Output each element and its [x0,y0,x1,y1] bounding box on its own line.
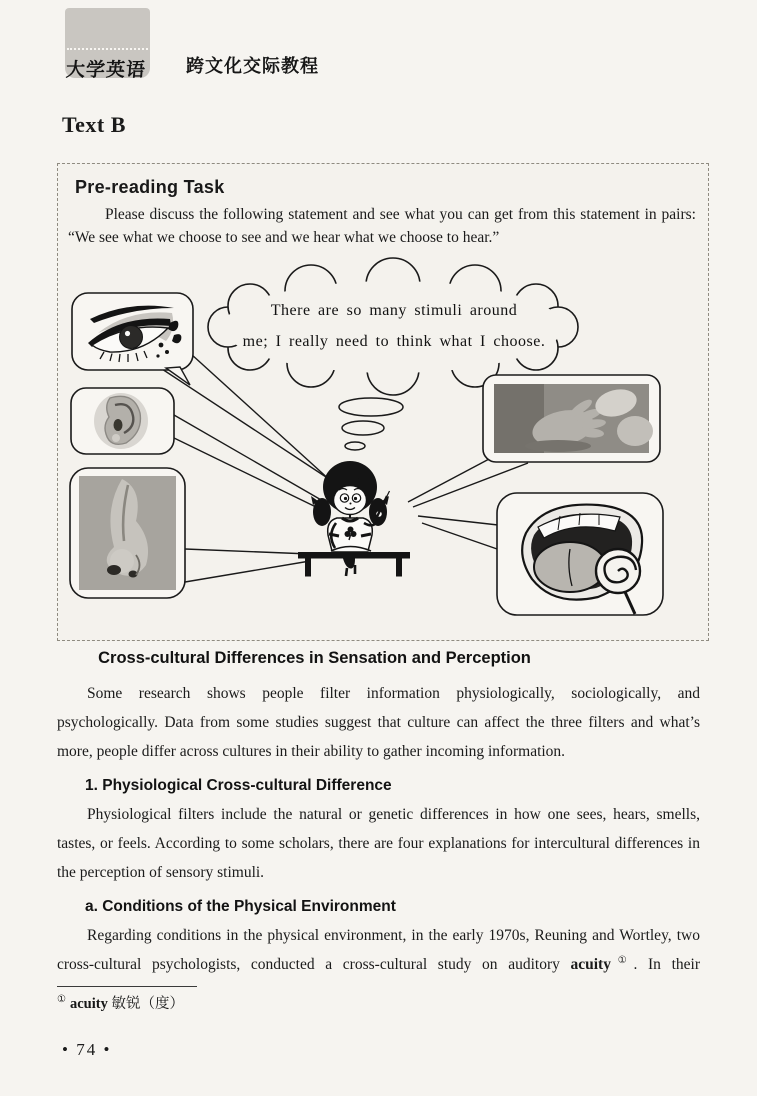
eye-image-bubble [72,293,193,385]
thought-trail-bubbles [339,398,403,450]
paragraph-physiological: Physiological filters include the natural or genetic differences in how one sees, hears, smells, tastes, or feels. According to some scholars, there are four explanations for intercultural differences in the perception of sensory stimuli. [57,806,700,881]
hands-image-bubble [483,375,660,462]
footnote-rule [57,986,197,987]
nose-image-bubble [70,468,185,598]
footnote [57,992,184,1013]
ear-illustration [94,393,148,449]
page-number: • 74 • [62,1040,112,1059]
girl-at-desk-illustration [298,461,410,577]
nose-illustration [79,476,176,590]
publisher-logo [65,8,150,81]
touching-hands-illustration [494,384,653,453]
footnote-term: acuity [69,996,108,1012]
paragraph-intro: Some research shows people filter information physiologically, sociologically, and psychologically. Data from some studies suggest that culture can affect the three filters and what’s more, people differ across cultures in their ability to gather incoming information. [57,685,700,760]
article-title: Cross-cultural Differences in Sensation and Perception [98,649,531,667]
article [57,649,700,979]
pre-reading-title: Pre-reading Task [75,177,225,197]
footnote-ref-marker: ① [610,954,634,966]
logo-title: 大学英语 [65,60,147,81]
paragraph-environment-lead: Regarding conditions in the physical environment, in the early 1970s, Reuning and Wortley, two cross-cultural psychologists, conducted a cross-cultural study on auditory [57,927,700,973]
footnote-definition: 敏锐（度） [111,996,184,1012]
thought-bubble-text [218,295,570,357]
term-acuity: acuity [570,956,611,973]
logo-dotted-line [67,48,148,50]
pre-reading-task-box [57,163,709,641]
series-title: 跨文化交际教程 [186,56,319,76]
heading-physical-environment: a. Conditions of the Physical Environment [85,898,396,915]
text-b-heading: Text B [62,112,126,137]
pre-reading-instruction: Please discuss the following statement and see what you can get from this statement in pairs: “We see what we choose to see and we hear what we choose to hear.” [68,206,696,246]
paragraph-environment-tail: . In their [633,956,700,973]
paragraph-environment [57,921,700,979]
ear-image-bubble [71,388,174,454]
mouth-image-bubble [497,493,663,615]
heading-physiological-difference: 1. Physiological Cross-cultural Difference [85,777,392,794]
footnote-marker: ① [57,994,66,1006]
thought-line-2: me; I really need to think what I choose. [242,333,546,350]
thought-line-1: There are so many stimuli around [270,302,518,319]
